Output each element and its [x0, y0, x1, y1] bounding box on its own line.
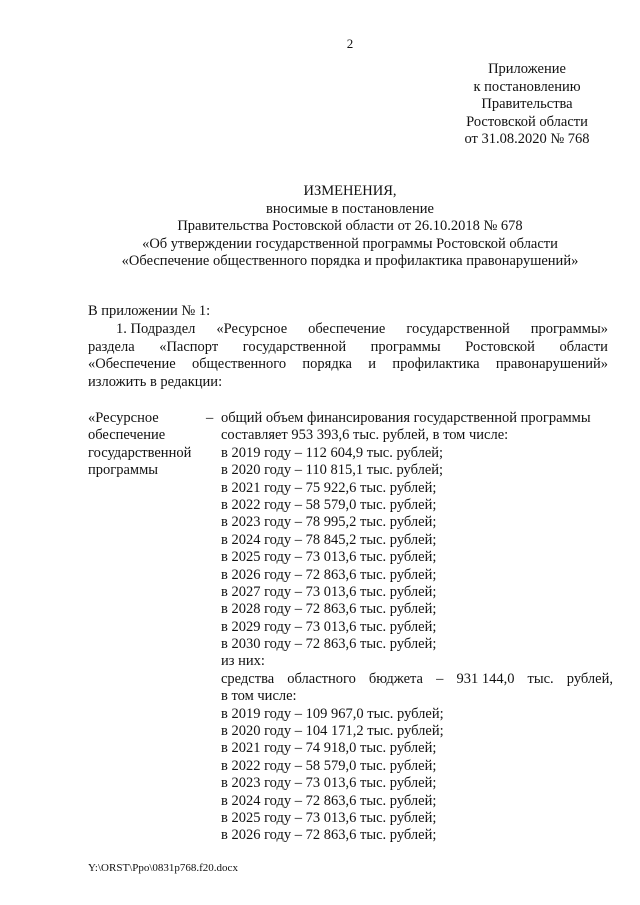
- intro-text: В приложении № 1:: [88, 303, 211, 319]
- word: рублей,: [566, 670, 613, 687]
- word: программы: [370, 338, 441, 355]
- section-paragraph: [88, 321, 608, 391]
- file-path-footer: Y:\ORST\Ppo\0831p768.f20.docx: [88, 862, 238, 874]
- page-number: 2: [346, 36, 354, 51]
- resource-label-line: «Ресурсное: [88, 410, 159, 426]
- year-regional-item: в 2023 году – 73 013,6 тыс. рублей;: [221, 775, 437, 792]
- word: государственной: [406, 321, 510, 337]
- appendix-line: Правительства: [481, 96, 573, 112]
- appendix-line: к постановлению: [473, 78, 581, 95]
- word: «Обеспечение: [88, 356, 176, 372]
- resource-values: [221, 410, 613, 845]
- word: «Паспорт: [159, 338, 219, 355]
- year-regional-item: в 2025 году – 73 013,6 тыс. рублей;: [221, 809, 437, 826]
- year-regional-item: в 2024 году – 72 863,6 тыс. рублей;: [221, 792, 437, 809]
- section-line-1: [88, 321, 608, 339]
- resource-label-line: программы: [88, 462, 158, 479]
- year-total-item: в 2020 году – 110 815,1 тыс. рублей;: [221, 462, 444, 479]
- year-regional-item: в 2019 году – 109 967,0 тыс. рублей;: [221, 705, 444, 722]
- year-total-item: в 2027 году – 73 013,6 тыс. рублей;: [221, 583, 437, 600]
- word: правонарушений»: [495, 356, 608, 372]
- year-regional-item: в 2020 году – 104 171,2 тыс. рублей;: [221, 723, 444, 740]
- resource-label-line: государственной: [88, 444, 192, 461]
- word: государственной: [242, 338, 347, 355]
- year-total-item: в 2024 году – 78 845,2 тыс. рублей;: [221, 531, 437, 548]
- regional-budget-line: [221, 671, 613, 688]
- section-line-3: [88, 356, 608, 374]
- appendix-line: Приложение: [488, 61, 566, 77]
- changes-line: «Об утверждении государственной программы Ростовской области: [142, 235, 558, 252]
- changes-title: ИЗМЕНЕНИЯ,: [303, 183, 397, 199]
- year-total-item: в 2022 году – 58 579,0 тыс. рублей;: [221, 496, 437, 513]
- word: и: [368, 356, 377, 372]
- word: раздела: [88, 338, 135, 355]
- resource-dash: –: [206, 410, 214, 426]
- changes-title-block: [60, 183, 640, 271]
- word: профилактика: [392, 356, 480, 372]
- word: 1. Подраздел: [116, 321, 196, 337]
- year-total-item: в 2026 году – 72 863,6 тыс. рублей;: [221, 566, 437, 583]
- section-line-2: [88, 339, 608, 357]
- year-total-item: в 2025 году – 73 013,6 тыс. рублей;: [221, 549, 437, 566]
- word: обеспечение: [308, 321, 386, 337]
- total-funding-line: общий объем финансирования государственной программы: [221, 410, 591, 426]
- section-line-4: изложить в редакции:: [88, 373, 223, 390]
- year-total-item: в 2023 году – 78 995,2 тыс. рублей;: [221, 514, 437, 531]
- word: порядка: [302, 356, 352, 372]
- word: областного: [287, 670, 356, 687]
- resource-label: [88, 410, 208, 480]
- total-funding-line: составляет 953 393,6 тыс. рублей, в том числе:: [221, 427, 509, 444]
- word: 931 144,0: [456, 670, 515, 687]
- word: общественного: [191, 356, 287, 372]
- year-regional-item: в 2021 году – 74 918,0 тыс. рублей;: [221, 740, 437, 757]
- word: области: [559, 338, 608, 355]
- word: программы»: [530, 321, 608, 337]
- appendix-header: [432, 61, 622, 149]
- appendix-line: от 31.08.2020 № 768: [464, 131, 590, 147]
- year-total-item: в 2030 году – 72 863,6 тыс. рублей;: [221, 636, 437, 653]
- appendix-line: Ростовской области: [466, 113, 588, 130]
- changes-line: вносимые в постановление: [266, 200, 434, 217]
- year-total-item: в 2028 году – 72 863,6 тыс. рублей;: [221, 601, 437, 618]
- word: средства: [221, 670, 275, 687]
- year-total-item: в 2021 году – 75 922,6 тыс. рублей;: [221, 479, 437, 496]
- regional-budget-line: в том числе:: [221, 688, 297, 705]
- word: Ростовской: [465, 338, 535, 355]
- word: «Ресурсное: [216, 321, 288, 337]
- word: тыс.: [527, 670, 554, 687]
- word: бюджета: [368, 670, 423, 687]
- resource-label-line: обеспечение: [88, 427, 166, 444]
- year-total-item: в 2019 году – 112 604,9 тыс. рублей;: [221, 444, 444, 461]
- changes-line: Правительства Ростовской области от 26.10.2018 № 678: [177, 218, 523, 234]
- year-regional-item: в 2026 году – 72 863,6 тыс. рублей;: [221, 827, 437, 844]
- of-them-label: из них:: [221, 653, 265, 670]
- year-regional-item: в 2022 году – 58 579,0 тыс. рублей;: [221, 757, 437, 774]
- intro-paragraph: [88, 303, 628, 321]
- word: –: [436, 670, 444, 687]
- changes-line: «Обеспечение общественного порядка и профилактика правонарушений»: [121, 253, 579, 269]
- year-total-item: в 2029 году – 73 013,6 тыс. рублей;: [221, 618, 437, 635]
